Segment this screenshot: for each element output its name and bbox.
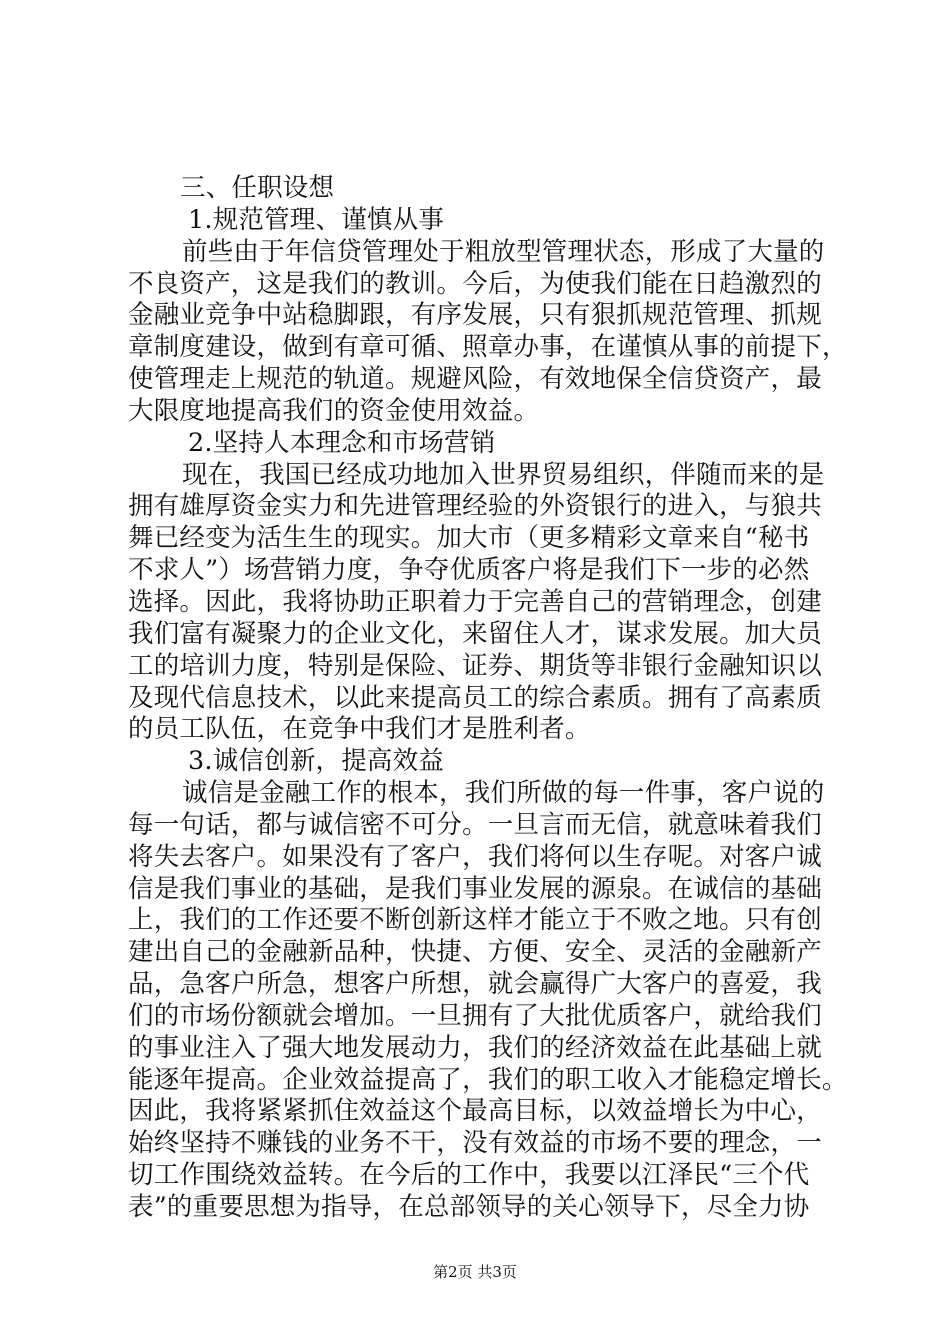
page-number-footer: 第2页 共3页 <box>433 1263 517 1281</box>
paragraph-1-line-5: 使管理走上规范的轨道。规避风险，有效地保全信贷资产，最 <box>128 364 822 394</box>
paragraph-1-line-3: 金融业竞争中站稳脚跟，有序发展，只有狠抓规范管理、抓规 <box>128 300 822 330</box>
paragraph-2-line-9: 的员工队伍，在竞争中我们才是胜利者。 <box>128 714 591 744</box>
paragraph-2-line-8: 及现代信息技术，以此来提高员工的综合素质。拥有了高素质 <box>128 683 822 713</box>
paragraph-2-line-3: 舞已经变为活生生的现实。加大市（更多精彩文章来自“秘书 <box>128 523 810 553</box>
paragraph-3-line-1: 诚信是金融工作的根本，我们所做的每一件事，客户说的 <box>182 778 825 808</box>
paragraph-1-line-4: 章制度建设，做到有章可循、照章办事，在谨慎从事的前提下， <box>128 332 848 362</box>
paragraph-2-line-6: 我们富有凝聚力的企业文化，来留住人才，谋求发展。加大员 <box>128 619 822 649</box>
paragraph-1-line-1: 前些由于年信贷管理处于粗放型管理状态，形成了大量的 <box>182 237 825 267</box>
paragraph-2-line-4: 不求人”）场营销力度，争夺优质客户将是我们下一步的必然 <box>128 555 810 585</box>
paragraph-3-line-14: 表”的重要思想为指导，在总部领导的关心领导下，尽全力协 <box>128 1192 810 1222</box>
paragraph-1-line-2: 不良资产，这是我们的教训。今后，为使我们能在日趋激烈的 <box>128 269 822 299</box>
paragraph-3-line-4: 信是我们事业的基础，是我们事业发展的源泉。在诚信的基础 <box>128 874 822 904</box>
paragraph-3-line-6: 建出自己的金融新品种，快捷、方便、安全、灵活的金融新产 <box>128 937 822 967</box>
paragraph-3-line-2: 每一句话，都与诚信密不可分。一旦言而无信，就意味着我们 <box>128 810 822 840</box>
paragraph-3-line-5: 上，我们的工作还要不断创新这样才能立于不败之地。只有创 <box>128 905 822 935</box>
paragraph-2-line-7: 工的培训力度，特别是保险、证券、期货等非银行金融知识以 <box>128 651 822 681</box>
paragraph-3-line-9: 的事业注入了强大地发展动力，我们的经济效益在此基础上就 <box>128 1033 822 1063</box>
paragraph-3-line-13: 切工作围绕效益转。在今后的工作中，我要以江泽民“三个代 <box>128 1160 810 1190</box>
paragraph-3-line-12: 始终坚持不赚钱的业务不干，没有效益的市场不要的理念，一 <box>128 1128 822 1158</box>
subheading-1: 1.规范管理、谨慎从事 <box>188 205 445 235</box>
paragraph-3-line-8: 们的市场份额就会增加。一旦拥有了大批优质客户，就给我们 <box>128 1001 822 1031</box>
section-heading: 三、任职设想 <box>180 173 335 203</box>
subheading-2: 2.坚持人本理念和市场营销 <box>188 428 496 458</box>
paragraph-3-line-10: 能逐年提高。企业效益提高了，我们的职工收入才能稳定增长。 <box>128 1065 848 1095</box>
paragraph-2-line-5: 选择。因此，我将协助正职着力于完善自己的营销理念，创建 <box>128 587 822 617</box>
paragraph-2-line-2: 拥有雄厚资金实力和先进管理经验的外资银行的进入，与狼共 <box>128 491 822 521</box>
paragraph-3-line-7: 品，急客户所急，想客户所想，就会赢得广大客户的喜爱，我 <box>128 969 822 999</box>
paragraph-2-line-1: 现在，我国已经成功地加入世界贸易组织，伴随而来的是 <box>182 460 825 490</box>
paragraph-3-line-11: 因此，我将紧紧抓住效益这个最高目标，以效益增长为中心， <box>128 1096 822 1126</box>
paragraph-3-line-3: 将失去客户。如果没有了客户，我们将何以生存呢。对客户诚 <box>128 842 822 872</box>
subheading-3: 3.诚信创新，提高效益 <box>188 746 445 776</box>
paragraph-1-line-6: 大限度地提高我们的资金使用效益。 <box>128 396 540 426</box>
